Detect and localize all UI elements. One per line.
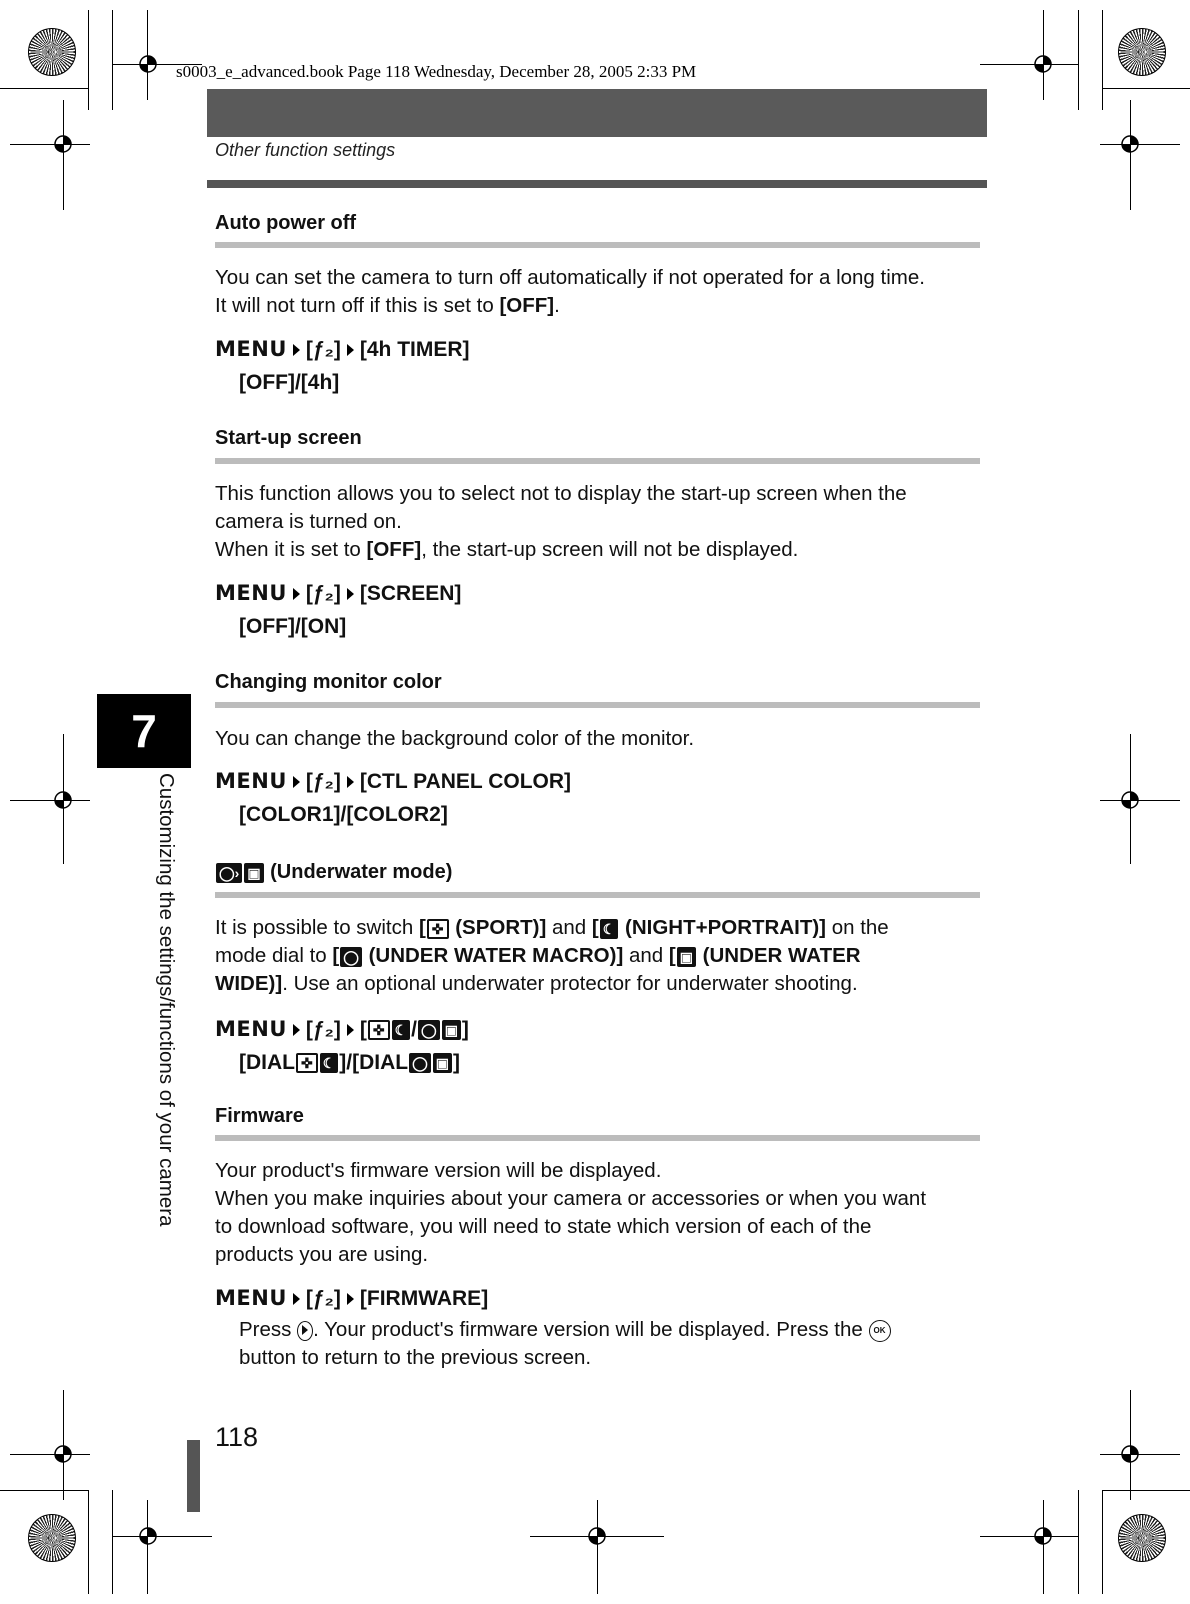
heading-firmware: Firmware [215,1105,304,1127]
underwater-wide-icon: ▣ [677,947,696,967]
menu-path: MENU [ƒ₂] [4h TIMER] [215,337,470,361]
crosshair-icon [1118,1442,1142,1466]
sport-mode-icon: ✜ [427,919,449,939]
crosshair-icon [585,1524,609,1548]
arrow-icon [347,1293,354,1305]
paragraph: You can change the background color of the monitor. [215,727,695,750]
underwater-macro-icon: ◯ [340,947,362,967]
arrow-icon [293,776,300,788]
heading-underwater-mode: ◯› ▣ (Underwater mode) [215,861,452,884]
arrow-icon [347,776,354,788]
heading-startup-screen: Start-up screen [215,427,362,449]
underwater-macro-icon: ◯ [409,1053,431,1073]
registration-target-icon [28,1514,76,1562]
underwater-macro-icon: ◯ [418,1020,440,1040]
menu-path: MENU [ƒ₂] [FIRMWARE] [215,1286,489,1310]
crosshair-icon [136,52,160,76]
crosshair-icon [1118,132,1142,156]
page-number: 118 [215,1422,259,1452]
header-divider [207,180,987,188]
arrow-icon [347,588,354,600]
underwater-wide-icon: ▣ [433,1053,452,1073]
heading-rule [215,242,980,248]
heading-monitor-color: Changing monitor color [215,671,442,693]
chapter-title: Customizing the settings/functions of your camera [155,773,178,1227]
header-bar [207,89,987,137]
night-portrait-icon: ☾ [392,1020,411,1040]
menu-path: MENU [ƒ₂] [CTL PANEL COLOR] [215,769,572,793]
arrow-icon [347,344,354,356]
crosshair-icon [1031,1524,1055,1548]
page-number-bar [187,1440,200,1512]
arrow-icon [293,1293,300,1305]
paragraph: This function allows you to select not to display the start-up screen when the camera is turned on. When it is set to [OFF], the start-up screen will not be displayed. [215,482,907,561]
heading-rule [215,1135,980,1141]
menu-options: [OFF]/[ON] [239,615,347,638]
arrow-icon [347,1024,354,1036]
crosshair-icon [1031,52,1055,76]
arrow-icon [293,1024,300,1036]
menu-options: [COLOR1]/[COLOR2] [239,803,448,826]
underwater-wide-icon: ▣ [442,1020,461,1040]
arrow-icon [293,588,300,600]
paragraph: It is possible to switch [ ✜ (SPORT)] and [ ☾ (NIGHT+PORTRAIT)] on the mode dial to [ ◯ (UNDER WATER MACRO)] and [ ▣ (UNDER WATER WIDE)]. Use an optional underwater protector for underwater shooting. [215,916,889,995]
paragraph: Press . Your product's firmware version will be displayed. Press the OK button to return to the previous screen. [239,1316,979,1372]
night-portrait-icon: ☾ [320,1053,339,1073]
print-slug: s0003_e_advanced.book Page 118 Wednesday, December 28, 2005 2:33 PM [176,62,697,81]
section-label: Other function settings [215,140,396,160]
underwater-wide-icon: ▣ [244,863,263,883]
crosshair-icon [51,788,75,812]
underwater-macro-icon: ◯› [216,863,242,883]
crosshair-icon [51,1442,75,1466]
registration-target-icon [28,28,76,76]
night-portrait-icon: ☾ [600,919,619,939]
registration-target-icon [1118,28,1166,76]
menu-options: [OFF]/[4h] [239,371,340,394]
sport-mode-icon: ✜ [368,1020,390,1040]
heading-rule [215,702,980,708]
arrow-icon [293,344,300,356]
menu-path: MENU [ƒ₂] [SCREEN] [215,581,462,605]
paragraph: You can set the camera to turn off automatically if not operated for a long time. It will not turn off if this is set to [OFF]. [215,266,925,317]
sport-mode-icon: ✜ [296,1053,318,1073]
heading-rule [215,892,980,898]
paragraph: Your product's firmware version will be displayed. When you make inquiries about your camera or accessories or when you want to download software, you will need to state which version of each of the products you are using. [215,1159,927,1266]
crosshair-icon [1118,788,1142,812]
crosshair-icon [136,1524,160,1548]
arrow-right-button-icon [297,1321,313,1341]
ok-button-icon: OK [869,1320,891,1342]
heading-auto-power-off: Auto power off [215,212,357,234]
chapter-tab: 7 [97,694,191,768]
registration-target-icon [1118,1514,1166,1562]
menu-path: MENU [ƒ₂] [ ✜ ☾ / ◯ ▣ ] [215,1017,469,1041]
menu-options: [DIAL ✜ ☾ ]/[DIAL ◯ ▣ ] [239,1051,461,1074]
heading-rule [215,458,980,464]
crosshair-icon [51,132,75,156]
